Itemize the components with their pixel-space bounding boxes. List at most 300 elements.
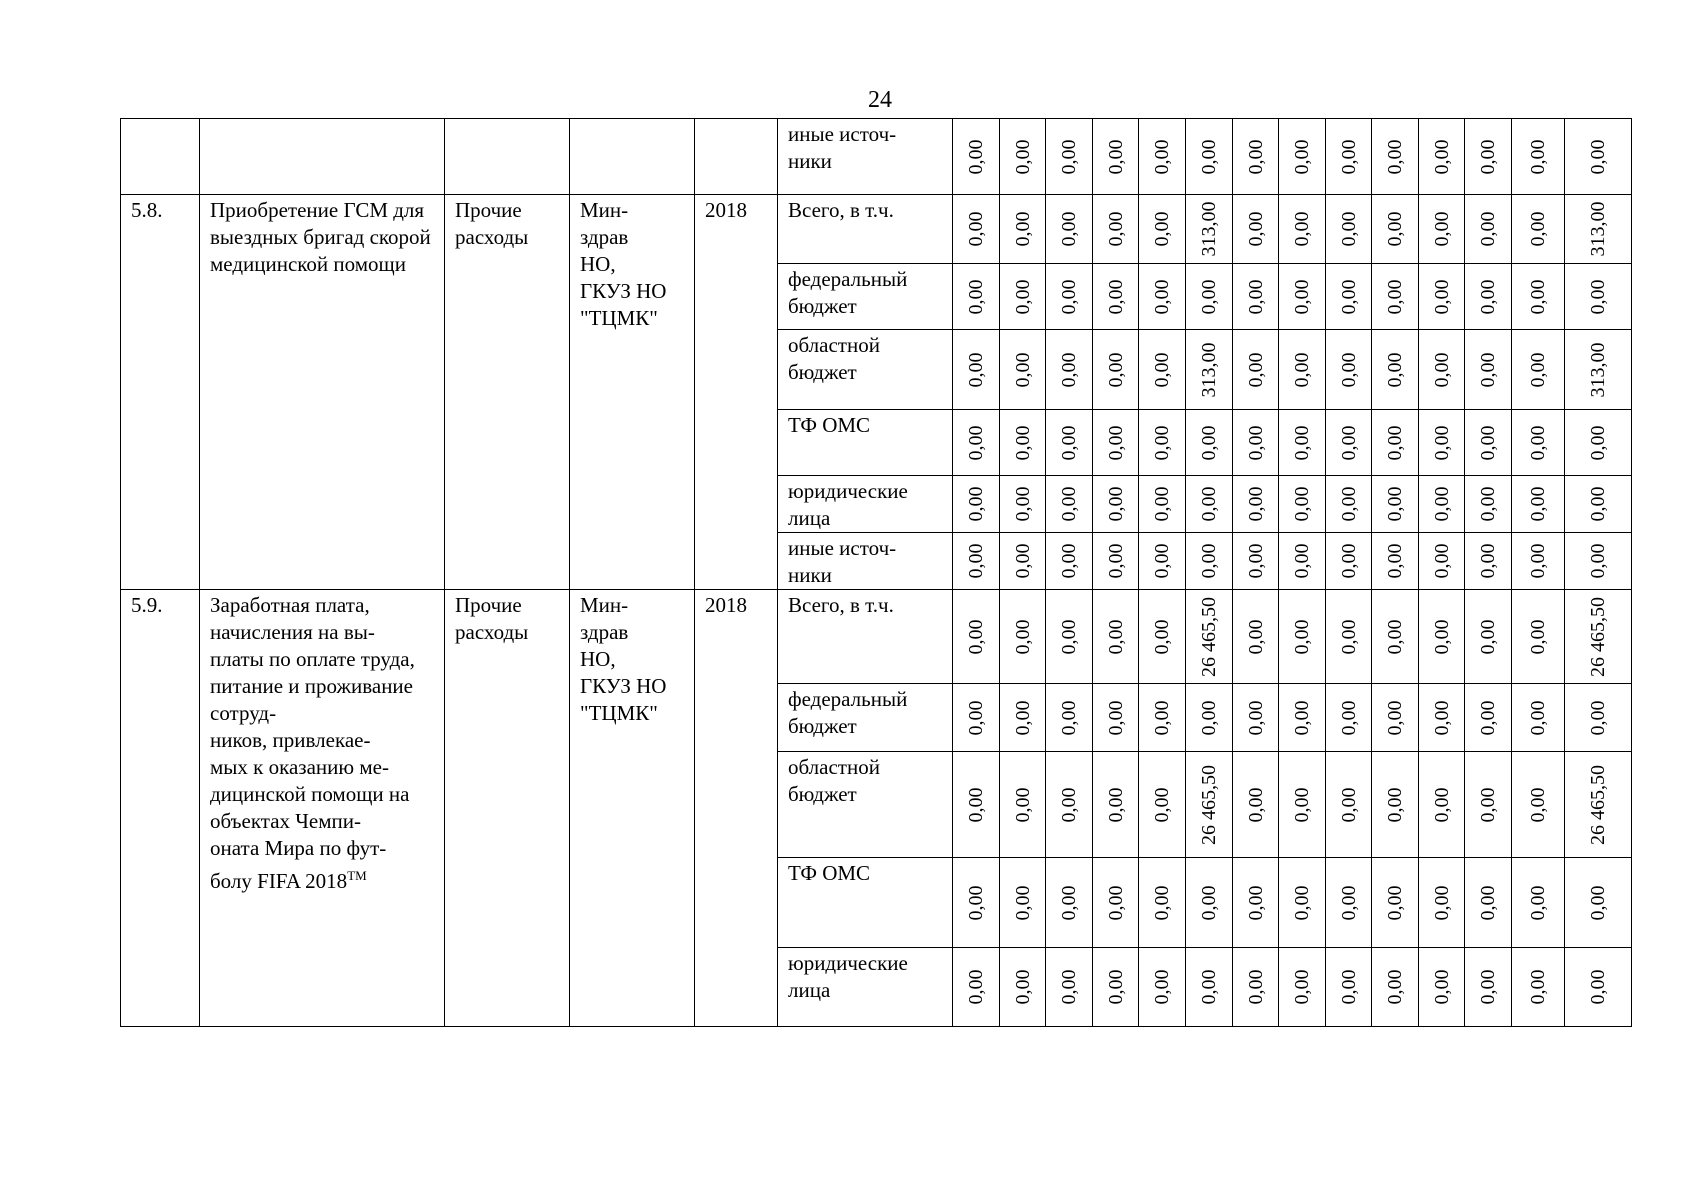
item-2-row-1-value-5 xyxy=(1139,590,1186,684)
item-1-row-4-value-6 xyxy=(1186,410,1233,476)
item-2-row-3-value-3 xyxy=(1046,752,1093,858)
item-1-row-3-value-7 xyxy=(1233,330,1279,410)
amount-text: 0,00 xyxy=(1058,425,1080,460)
amount-text: 26 465,50 xyxy=(1587,596,1609,677)
amount-text: 0,00 xyxy=(1011,543,1034,579)
item-1-row-1-value-11 xyxy=(1419,195,1465,264)
amount-text: 26 465,50 xyxy=(1198,764,1220,845)
amount-text: 0,00 xyxy=(1198,279,1220,314)
item-1-row-2-value-9 xyxy=(1326,264,1372,330)
amount-text: 313,00 xyxy=(1198,342,1220,397)
item-1-row-3-value-14 xyxy=(1565,330,1632,410)
item-2-row-2-value-13 xyxy=(1512,684,1565,752)
amount-text: 0,00 xyxy=(1011,700,1034,735)
item-1-row-2-value-2 xyxy=(1000,264,1046,330)
amount-text: 0,00 xyxy=(1477,352,1499,387)
item-2-row-3-value-13 xyxy=(1512,752,1565,858)
item-1-row-5-value-3 xyxy=(1046,476,1093,533)
item-2-row-1-value-1 xyxy=(953,590,1000,684)
item-2-row-2-value-6 xyxy=(1186,684,1233,752)
amount-text: 0,00 xyxy=(1384,543,1406,579)
amount-text: 0,00 xyxy=(965,425,987,460)
amount-text: 0,00 xyxy=(1337,486,1360,522)
item-1-row-5-value-4 xyxy=(1093,476,1139,533)
item-2-row-1-value-8 xyxy=(1279,590,1326,684)
item-1-row-4-value-7 xyxy=(1233,410,1279,476)
amount-text: 0,00 xyxy=(1198,139,1220,174)
item-2-row-3-value-1 xyxy=(953,752,1000,858)
amount-text: 0,00 xyxy=(1430,486,1453,522)
amount-text: 0,00 xyxy=(1058,352,1080,387)
continuation-value-8 xyxy=(1279,119,1326,195)
amount-text: 0,00 xyxy=(1104,139,1127,174)
amount-text: 0,00 xyxy=(1198,486,1220,522)
continuation-value-2 xyxy=(1000,119,1046,195)
item-2-row-1-value-4 xyxy=(1093,590,1139,684)
empty-cell xyxy=(445,119,570,195)
item-2-row-5-value-13 xyxy=(1512,948,1565,1027)
item-1-row-3-value-3 xyxy=(1046,330,1093,410)
item-2-row-4-value-9 xyxy=(1326,858,1372,948)
item-1-row-2-value-10 xyxy=(1372,264,1419,330)
amount-text: 0,00 xyxy=(965,279,987,314)
amount-text: 0,00 xyxy=(1430,352,1453,387)
item-1-row-4-value-13 xyxy=(1512,410,1565,476)
amount-text: 0,00 xyxy=(965,139,987,174)
amount-text: 0,00 xyxy=(1011,211,1034,247)
item-1-row-3-value-10 xyxy=(1372,330,1419,410)
item-2-row-5-value-2 xyxy=(1000,948,1046,1027)
item-1-row-1-value-5 xyxy=(1139,195,1186,264)
item-1-row-6-value-7 xyxy=(1233,533,1279,590)
item-1-row-5-value-1 xyxy=(953,476,1000,533)
amount-text: 0,00 xyxy=(1477,543,1499,579)
item-1-row-1-value-13 xyxy=(1512,195,1565,264)
empty-cell xyxy=(200,119,445,195)
amount-text: 0,00 xyxy=(1430,885,1453,920)
amount-text: 0,00 xyxy=(1430,969,1453,1005)
amount-text: 0,00 xyxy=(1011,279,1034,314)
amount-text: 0,00 xyxy=(1587,885,1609,920)
funding-source: ТФ ОМС xyxy=(778,410,953,476)
amount-text: 0,00 xyxy=(1527,139,1549,174)
amount-text: 0,00 xyxy=(965,619,987,654)
amount-text: 0,00 xyxy=(1384,211,1406,247)
item-1-row-3-value-11 xyxy=(1419,330,1465,410)
item-2-row-2-value-11 xyxy=(1419,684,1465,752)
amount-text: 0,00 xyxy=(1527,885,1549,920)
item-2-row-5-value-14 xyxy=(1565,948,1632,1027)
item-2-row-1-value-6 xyxy=(1186,590,1233,684)
continuation-value-13 xyxy=(1512,119,1565,195)
amount-text: 0,00 xyxy=(1384,619,1406,654)
amount-text: 0,00 xyxy=(1291,619,1313,654)
amount-text: 0,00 xyxy=(1430,279,1453,314)
amount-text: 313,00 xyxy=(1198,201,1220,257)
item-2-row-5-value-11 xyxy=(1419,948,1465,1027)
amount-text: 0,00 xyxy=(1291,543,1313,579)
amount-text: 0,00 xyxy=(1058,787,1080,822)
amount-text: 0,00 xyxy=(1527,969,1549,1005)
item-category: Прочие расходы xyxy=(445,590,570,1027)
amount-text: 0,00 xyxy=(1244,352,1267,387)
item-2-row-3-value-11 xyxy=(1419,752,1465,858)
amount-text: 0,00 xyxy=(1011,425,1034,460)
item-1-row-1-value-12 xyxy=(1465,195,1512,264)
item-2-row-2-value-5 xyxy=(1139,684,1186,752)
funding-source: ТФ ОМС xyxy=(778,858,953,948)
item-name: Заработная плата, начисления на вы- платы по оплате труда, питание и проживание сотруд- ников, привлекае- мых к оказанию ме- дицинской помощи на объектах Чемпи- оната Мира по фут- болу FIFA 2018™ xyxy=(200,590,445,1027)
item-2-row-5-value-1 xyxy=(953,948,1000,1027)
amount-text: 0,00 xyxy=(1337,700,1360,735)
item-2-row-4-value-3 xyxy=(1046,858,1093,948)
item-2-row-5-value-5 xyxy=(1139,948,1186,1027)
amount-text: 0,00 xyxy=(1244,425,1267,460)
item-2-row-2-value-9 xyxy=(1326,684,1372,752)
amount-text: 0,00 xyxy=(1477,139,1499,174)
item-2-row-4-value-11 xyxy=(1419,858,1465,948)
item-1-row-5-value-5 xyxy=(1139,476,1186,533)
item-2-row-1-value-10 xyxy=(1372,590,1419,684)
table-row xyxy=(121,590,1632,684)
item-1-row-1-value-10 xyxy=(1372,195,1419,264)
funding-source: федеральный бюджет xyxy=(778,264,953,330)
funding-source: юридические лица xyxy=(778,476,953,533)
amount-text: 0,00 xyxy=(1337,543,1360,579)
item-1-row-1-value-1 xyxy=(953,195,1000,264)
item-1-row-5-value-7 xyxy=(1233,476,1279,533)
item-1-row-2-value-6 xyxy=(1186,264,1233,330)
amount-text: 0,00 xyxy=(1244,211,1267,247)
item-1-row-2-value-14 xyxy=(1565,264,1632,330)
item-2-row-1-value-14 xyxy=(1565,590,1632,684)
amount-text: 0,00 xyxy=(1244,700,1267,735)
amount-text: 313,00 xyxy=(1587,201,1609,257)
table-row xyxy=(121,119,1632,195)
item-1-row-6-value-11 xyxy=(1419,533,1465,590)
funding-source: иные источ- ники xyxy=(778,119,953,195)
item-1-row-3-value-13 xyxy=(1512,330,1565,410)
item-2-row-3-value-5 xyxy=(1139,752,1186,858)
item-2-row-1-value-12 xyxy=(1465,590,1512,684)
continuation-value-14 xyxy=(1565,119,1632,195)
item-1-row-4-value-11 xyxy=(1419,410,1465,476)
item-1-row-4-value-2 xyxy=(1000,410,1046,476)
amount-text: 0,00 xyxy=(1384,885,1406,920)
amount-text: 0,00 xyxy=(1058,619,1080,654)
item-2-row-2-value-3 xyxy=(1046,684,1093,752)
item-1-row-5-value-2 xyxy=(1000,476,1046,533)
amount-text: 0,00 xyxy=(1337,969,1360,1005)
item-1-row-6-value-8 xyxy=(1279,533,1326,590)
amount-text: 0,00 xyxy=(1337,352,1360,387)
item-1-row-6-value-6 xyxy=(1186,533,1233,590)
item-2-row-5-value-3 xyxy=(1046,948,1093,1027)
item-1-row-2-value-12 xyxy=(1465,264,1512,330)
item-1-row-4-value-1 xyxy=(953,410,1000,476)
item-1-row-6-value-12 xyxy=(1465,533,1512,590)
amount-text: 0,00 xyxy=(1527,486,1549,522)
item-1-row-4-value-14 xyxy=(1565,410,1632,476)
amount-text: 0,00 xyxy=(1291,425,1313,460)
amount-text: 0,00 xyxy=(1151,619,1173,654)
amount-text: 0,00 xyxy=(1151,425,1173,460)
amount-text: 0,00 xyxy=(965,352,987,387)
amount-text: 0,00 xyxy=(1291,885,1313,920)
item-1-row-1-value-14 xyxy=(1565,195,1632,264)
budget-table xyxy=(120,118,1632,1027)
item-1-row-3-value-2 xyxy=(1000,330,1046,410)
amount-text: 0,00 xyxy=(1151,787,1173,822)
item-1-row-5-value-8 xyxy=(1279,476,1326,533)
item-1-row-6-value-1 xyxy=(953,533,1000,590)
amount-text: 0,00 xyxy=(1527,619,1549,654)
item-2-row-3-value-9 xyxy=(1326,752,1372,858)
amount-text: 0,00 xyxy=(1291,700,1313,735)
item-2-row-4-value-8 xyxy=(1279,858,1326,948)
item-2-row-4-value-12 xyxy=(1465,858,1512,948)
amount-text: 0,00 xyxy=(1587,700,1609,735)
amount-text: 0,00 xyxy=(1477,486,1499,522)
amount-text: 0,00 xyxy=(1477,425,1499,460)
amount-text: 0,00 xyxy=(1337,211,1360,247)
amount-text: 0,00 xyxy=(965,211,987,247)
item-2-row-4-value-2 xyxy=(1000,858,1046,948)
amount-text: 0,00 xyxy=(1058,139,1080,174)
amount-text: 0,00 xyxy=(1104,619,1127,654)
item-1-row-4-value-9 xyxy=(1326,410,1372,476)
continuation-value-4 xyxy=(1093,119,1139,195)
amount-text: 0,00 xyxy=(1430,425,1453,460)
amount-text: 0,00 xyxy=(1384,352,1406,387)
item-2-row-1-value-7 xyxy=(1233,590,1279,684)
amount-text: 0,00 xyxy=(1058,543,1080,579)
item-2-row-3-value-14 xyxy=(1565,752,1632,858)
amount-text: 0,00 xyxy=(1104,700,1127,735)
amount-text: 0,00 xyxy=(1430,619,1453,654)
amount-text: 0,00 xyxy=(1244,139,1267,174)
item-2-row-2-value-7 xyxy=(1233,684,1279,752)
item-2-row-3-value-6 xyxy=(1186,752,1233,858)
item-1-row-6-value-2 xyxy=(1000,533,1046,590)
item-2-row-2-value-1 xyxy=(953,684,1000,752)
item-2-row-2-value-2 xyxy=(1000,684,1046,752)
item-1-row-3-value-8 xyxy=(1279,330,1326,410)
funding-source: федеральный бюджет xyxy=(778,684,953,752)
item-1-row-6-value-5 xyxy=(1139,533,1186,590)
amount-text: 0,00 xyxy=(1527,425,1549,460)
item-1-row-1-value-3 xyxy=(1046,195,1093,264)
item-year: 2018 xyxy=(695,590,778,1027)
amount-text: 0,00 xyxy=(1151,885,1173,920)
amount-text: 0,00 xyxy=(1477,211,1499,247)
amount-text: 0,00 xyxy=(1104,969,1127,1005)
amount-text: 0,00 xyxy=(1198,425,1220,460)
amount-text: 0,00 xyxy=(1151,543,1173,579)
amount-text: 0,00 xyxy=(1198,700,1220,735)
amount-text: 0,00 xyxy=(1198,969,1220,1005)
continuation-value-10 xyxy=(1372,119,1419,195)
item-2-row-1-value-11 xyxy=(1419,590,1465,684)
amount-text: 0,00 xyxy=(1587,425,1609,460)
amount-text: 0,00 xyxy=(1477,279,1499,314)
amount-text: 0,00 xyxy=(1477,787,1499,822)
continuation-value-5 xyxy=(1139,119,1186,195)
amount-text: 0,00 xyxy=(1384,969,1406,1005)
amount-text: 0,00 xyxy=(1104,211,1127,247)
empty-cell xyxy=(121,119,200,195)
item-2-row-5-value-4 xyxy=(1093,948,1139,1027)
item-1-row-2-value-1 xyxy=(953,264,1000,330)
amount-text: 0,00 xyxy=(1104,543,1127,579)
item-2-row-2-value-8 xyxy=(1279,684,1326,752)
item-2-row-1-value-2 xyxy=(1000,590,1046,684)
amount-text: 0,00 xyxy=(1244,619,1267,654)
amount-text: 0,00 xyxy=(1198,885,1220,920)
amount-text: 0,00 xyxy=(1291,787,1313,822)
item-1-row-5-value-10 xyxy=(1372,476,1419,533)
item-1-row-3-value-4 xyxy=(1093,330,1139,410)
item-2-row-4-value-13 xyxy=(1512,858,1565,948)
amount-text: 0,00 xyxy=(1291,969,1313,1005)
item-2-row-3-value-10 xyxy=(1372,752,1419,858)
amount-text: 0,00 xyxy=(1337,885,1360,920)
item-1-row-1-value-7 xyxy=(1233,195,1279,264)
continuation-value-7 xyxy=(1233,119,1279,195)
amount-text: 0,00 xyxy=(1011,486,1034,522)
amount-text: 0,00 xyxy=(1527,787,1549,822)
item-1-row-6-value-13 xyxy=(1512,533,1565,590)
funding-source: областной бюджет xyxy=(778,330,953,410)
amount-text: 0,00 xyxy=(1477,885,1499,920)
amount-text: 0,00 xyxy=(1384,787,1406,822)
amount-text: 0,00 xyxy=(1291,352,1313,387)
item-category: Прочие расходы xyxy=(445,195,570,590)
item-number: 5.8. xyxy=(121,195,200,590)
funding-source: юридические лица xyxy=(778,948,953,1027)
item-1-row-2-value-7 xyxy=(1233,264,1279,330)
item-2-row-4-value-10 xyxy=(1372,858,1419,948)
item-1-row-4-value-5 xyxy=(1139,410,1186,476)
amount-text: 0,00 xyxy=(1244,543,1267,579)
item-1-row-2-value-4 xyxy=(1093,264,1139,330)
amount-text: 0,00 xyxy=(1291,211,1313,247)
continuation-value-3 xyxy=(1046,119,1093,195)
continuation-value-9 xyxy=(1326,119,1372,195)
amount-text: 0,00 xyxy=(1587,543,1609,579)
empty-cell xyxy=(695,119,778,195)
amount-text: 0,00 xyxy=(1337,619,1360,654)
amount-text: 0,00 xyxy=(1587,139,1609,174)
item-1-row-2-value-8 xyxy=(1279,264,1326,330)
amount-text: 0,00 xyxy=(1058,211,1080,247)
amount-text: 0,00 xyxy=(1198,543,1220,579)
table-row xyxy=(121,195,1632,264)
item-2-row-5-value-8 xyxy=(1279,948,1326,1027)
amount-text: 0,00 xyxy=(1384,700,1406,735)
amount-text: 0,00 xyxy=(1011,885,1034,920)
funding-source: Всего, в т.ч. xyxy=(778,195,953,264)
amount-text: 0,00 xyxy=(1058,969,1080,1005)
amount-text: 0,00 xyxy=(1587,969,1609,1005)
item-1-row-1-value-4 xyxy=(1093,195,1139,264)
amount-text: 313,00 xyxy=(1587,342,1609,397)
item-1-row-3-value-12 xyxy=(1465,330,1512,410)
amount-text: 0,00 xyxy=(1151,139,1173,174)
amount-text: 0,00 xyxy=(1430,700,1453,735)
item-1-row-5-value-13 xyxy=(1512,476,1565,533)
item-2-row-1-value-9 xyxy=(1326,590,1372,684)
item-executor: Мин- здрав НО, ГКУЗ НО "ТЦМК" xyxy=(570,590,695,1027)
amount-text: 0,00 xyxy=(1244,885,1267,920)
item-2-row-4-value-6 xyxy=(1186,858,1233,948)
amount-text: 0,00 xyxy=(1104,352,1127,387)
item-1-row-2-value-11 xyxy=(1419,264,1465,330)
amount-text: 0,00 xyxy=(1104,787,1127,822)
item-2-row-1-value-3 xyxy=(1046,590,1093,684)
amount-text: 0,00 xyxy=(1058,486,1080,522)
amount-text: 0,00 xyxy=(1337,787,1360,822)
amount-text: 0,00 xyxy=(1104,486,1127,522)
amount-text: 0,00 xyxy=(1477,619,1499,654)
amount-text: 0,00 xyxy=(1291,279,1313,314)
amount-text: 0,00 xyxy=(1291,486,1313,522)
item-1-row-5-value-11 xyxy=(1419,476,1465,533)
item-2-row-2-value-10 xyxy=(1372,684,1419,752)
amount-text: 0,00 xyxy=(1244,787,1267,822)
trademark-sup: TM xyxy=(347,868,367,883)
item-1-row-6-value-14 xyxy=(1565,533,1632,590)
amount-text: 0,00 xyxy=(1151,352,1173,387)
item-1-row-6-value-9 xyxy=(1326,533,1372,590)
item-1-row-2-value-5 xyxy=(1139,264,1186,330)
item-1-row-2-value-3 xyxy=(1046,264,1093,330)
item-1-row-4-value-12 xyxy=(1465,410,1512,476)
amount-text: 0,00 xyxy=(1244,486,1267,522)
item-1-row-3-value-6 xyxy=(1186,330,1233,410)
amount-text: 0,00 xyxy=(1011,139,1034,174)
amount-text: 0,00 xyxy=(1430,543,1453,579)
item-1-row-1-value-2 xyxy=(1000,195,1046,264)
amount-text: 0,00 xyxy=(965,700,987,735)
item-2-row-5-value-6 xyxy=(1186,948,1233,1027)
amount-text: 0,00 xyxy=(1384,425,1406,460)
item-number: 5.9. xyxy=(121,590,200,1027)
amount-text: 0,00 xyxy=(1527,700,1549,735)
item-1-row-4-value-8 xyxy=(1279,410,1326,476)
item-1-row-6-value-3 xyxy=(1046,533,1093,590)
amount-text: 0,00 xyxy=(1527,352,1549,387)
amount-text: 0,00 xyxy=(1011,352,1034,387)
item-2-row-4-value-1 xyxy=(953,858,1000,948)
continuation-value-1 xyxy=(953,119,1000,195)
item-2-row-1-value-13 xyxy=(1512,590,1565,684)
item-1-row-1-value-8 xyxy=(1279,195,1326,264)
item-2-row-5-value-10 xyxy=(1372,948,1419,1027)
amount-text: 0,00 xyxy=(1151,700,1173,735)
amount-text: 0,00 xyxy=(1587,486,1609,522)
item-2-row-3-value-12 xyxy=(1465,752,1512,858)
item-2-row-3-value-2 xyxy=(1000,752,1046,858)
item-1-row-1-value-9 xyxy=(1326,195,1372,264)
amount-text: 0,00 xyxy=(1430,787,1453,822)
item-1-row-3-value-1 xyxy=(953,330,1000,410)
item-1-row-4-value-3 xyxy=(1046,410,1093,476)
amount-text: 0,00 xyxy=(1058,279,1080,314)
item-2-row-4-value-14 xyxy=(1565,858,1632,948)
amount-text: 0,00 xyxy=(1430,139,1453,174)
amount-text: 0,00 xyxy=(1011,969,1034,1005)
